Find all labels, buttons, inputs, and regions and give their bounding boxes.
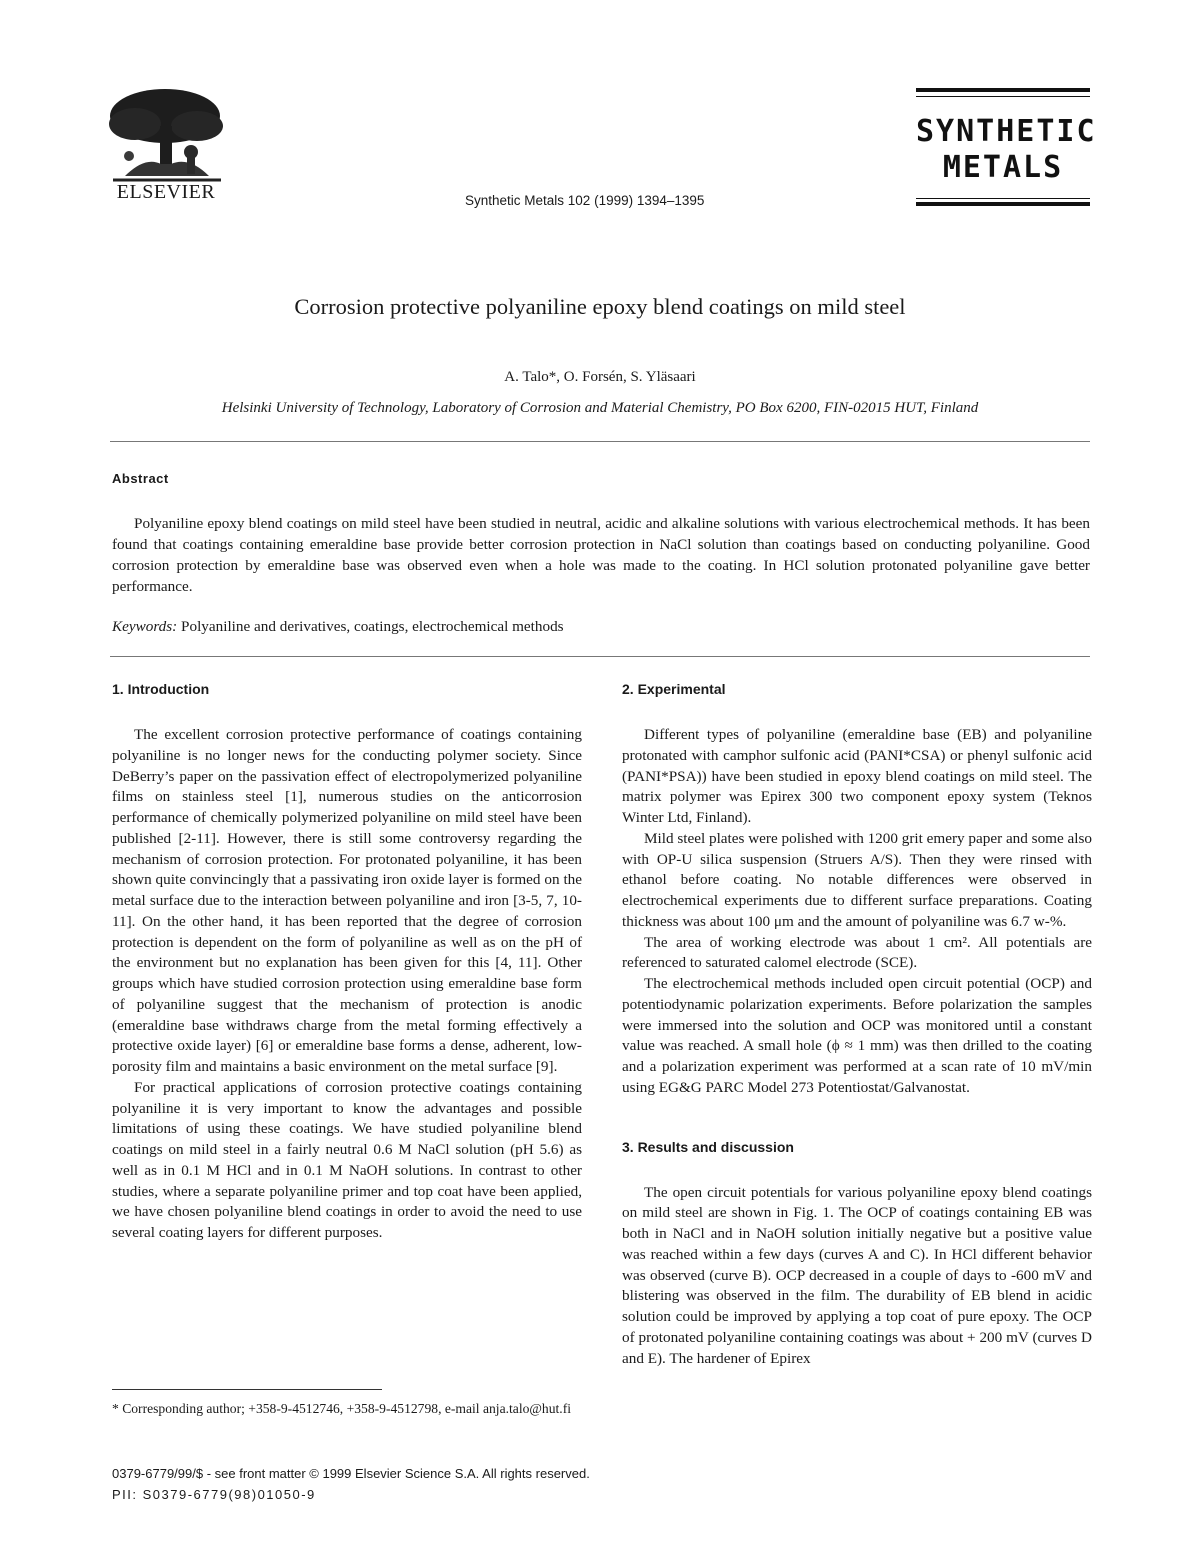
section-heading-experimental: 2. Experimental: [622, 681, 726, 697]
tree-logo-icon: [105, 86, 227, 182]
corresponding-author-footnote: * Corresponding author; +358-9-4512746, +358-9-4512798, e-mail anja.talo@hut.fi: [112, 1401, 571, 1416]
synthetic-metals-logo: [916, 88, 1097, 208]
keywords: [112, 618, 564, 636]
logo-word-synthetic: SYNTHETIC: [916, 114, 1097, 149]
left-column: [112, 681, 582, 1244]
experimental-paragraph-3: The area of working electrode was about 1 cm². All potentials are referenced to saturated calomel electrode (SCE).: [622, 933, 1092, 972]
experimental-paragraph-2: Mild steel plates were polished with 1200 grit emery paper and some also with OP-U silica suspension (Struers A/S). Then they were rinsed with ethanol before coating. No notable differences were observed in electrochemical experiments due to different surface preparations. Coating thickness was about 100 μm and the amount of polyaniline was 6.7 w-%.: [622, 829, 1092, 930]
right-column: [622, 681, 1092, 1369]
keywords-list: Polyaniline and derivatives, coatings, electrochemical methods: [181, 618, 564, 635]
abstract-heading: Abstract: [112, 471, 169, 486]
intro-paragraph-1: The excellent corrosion protective performance of coatings containing polyaniline is no longer news for the conducting polymer society. Since DeBerry’s paper on the passivation effect of electropolymerized polyaniline films on stainless steel [1], numerous studies on the anticorrosion performance of chemically polymerized polyaniline on mild steel have been published [2-11]. However, there is still some controversy regarding the mechanism of corrosion protection. For protonated polyaniline, it has been shown quite convincingly that a passivating iron oxide layer is formed on the metal surface due to the interaction between polyaniline and iron [3-5, 7, 10-11]. On the other hand, it has been reported that the degree of corrosion protection is dependent on the form of polyaniline as well as on the pH of the environment but no explanation has been given for this [4, 11]. Other groups which have studied corrosion protection using emeraldine base form of polyaniline suggest that the mechanism of protection is anodic (emeraldine base withdraws charge from the metal forming effectively a protective oxide layer) [6] or emeraldine base forms a dense, adherent, low-porosity film and maintains a basic environment on the metal surface [9].: [112, 726, 582, 1075]
article-title: Corrosion protective polyaniline epoxy blend coatings on mild steel: [294, 294, 906, 319]
logo-rule-top-thin: [916, 96, 1090, 97]
logo-rule-bottom-thin: [916, 198, 1090, 199]
section-heading-introduction: 1. Introduction: [112, 681, 210, 697]
logo-word-metals: METALS: [942, 150, 1064, 185]
experimental-paragraph-1: Different types of polyaniline (emeraldine base (EB) and polyaniline protonated with camphor sulfonic acid (PANI*CSA) or phenyl sulfonic acid (PANI*PSA)) have been studied in epoxy blend coatings on mild steel. The matrix polymer was Epirex 300 two component epoxy system (Teknos Winter Ltd, Finland).: [622, 726, 1092, 826]
abstract-text: Polyaniline epoxy blend coatings on mild steel have been studied in neutral, acidic and alkaline solutions with various electrochemical methods. It has been found that coatings containing emeraldine base provide better corrosion protection in NaCl solution than coatings based on conducting polyaniline. Good corrosion protection by emeraldine base was observed even when a hole was made to the coating. In HCl solution protonated polyaniline gave better performance.: [112, 515, 1090, 595]
footnote-rule: [112, 1389, 382, 1390]
divider-top: [110, 441, 1090, 442]
article-authors: A. Talo*, O. Forsén, S. Yläsaari: [504, 369, 696, 385]
section-heading-results: 3. Results and discussion: [622, 1138, 794, 1155]
copyright-line: 0379-6779/99/$ - see front matter © 1999 Elsevier Science S.A. All rights reserved.: [112, 1466, 590, 1481]
divider-bottom: [110, 656, 1090, 657]
article-affiliation: Helsinki University of Technology, Laboratory of Corrosion and Material Chemistry, PO Box 6200, FIN-02015 HUT, Finland: [221, 400, 979, 416]
journal-reference: Synthetic Metals 102 (1999) 1394–1395: [465, 193, 705, 208]
experimental-paragraph-4: The electrochemical methods included open circuit potential (OCP) and potentiodynamic polarization experiments. Before polarization the samples were immersed into the solution and OCP was monitored until a constant value was reached. A small hole (ϕ ≈ 1 mm) was then drilled to the coating and a polarization experiment was performed at a scan rate of 10 mV/min using EG&G PARC Model 273 Potentiostat/Galvanostat.: [622, 975, 1092, 1096]
elsevier-logo: [105, 86, 227, 203]
publisher-name: ELSEVIER: [116, 181, 216, 203]
logo-rule-top: [916, 88, 1090, 92]
keywords-label: Keywords:: [112, 618, 178, 635]
logo-rule-bottom: [916, 202, 1090, 206]
intro-paragraph-2: For practical applications of corrosion protective coatings containing polyaniline it is very important to know the advantages and possible limitations of using these coatings. We have studied polyaniline blend coatings on mild steel in a fairly neutral 0.6 M NaCl solution (pH 5.6) as well as in 0.1 M HCl and in 0.1 M NaOH solutions. In contrast to other studies, where a separate polyaniline primer and top coat have been applied, we have chosen polyaniline blend coatings in order to avoid the need to use several coating layers for different purposes.: [112, 1078, 582, 1241]
pii-line: PII: S0379-6779(98)01050-9: [112, 1487, 316, 1502]
results-paragraph-1: The open circuit potentials for various polyaniline epoxy blend coatings on mild steel are shown in Fig. 1. The OCP of coatings containing EB was both in NaCl and in NaOH solution initially negative but a positive value was reached within a few days (curves A and C). In HCl different behavior was observed (curve B). OCP decreased in a couple of days to -600 mV and blistering was observed in the film. The durability of EB blend in acidic solution could be improved by applying a top coat of pure epoxy. The OCP of protonated polyaniline containing coatings was about + 200 mV (curves D and E). The hardener of Epirex: [622, 1183, 1092, 1367]
